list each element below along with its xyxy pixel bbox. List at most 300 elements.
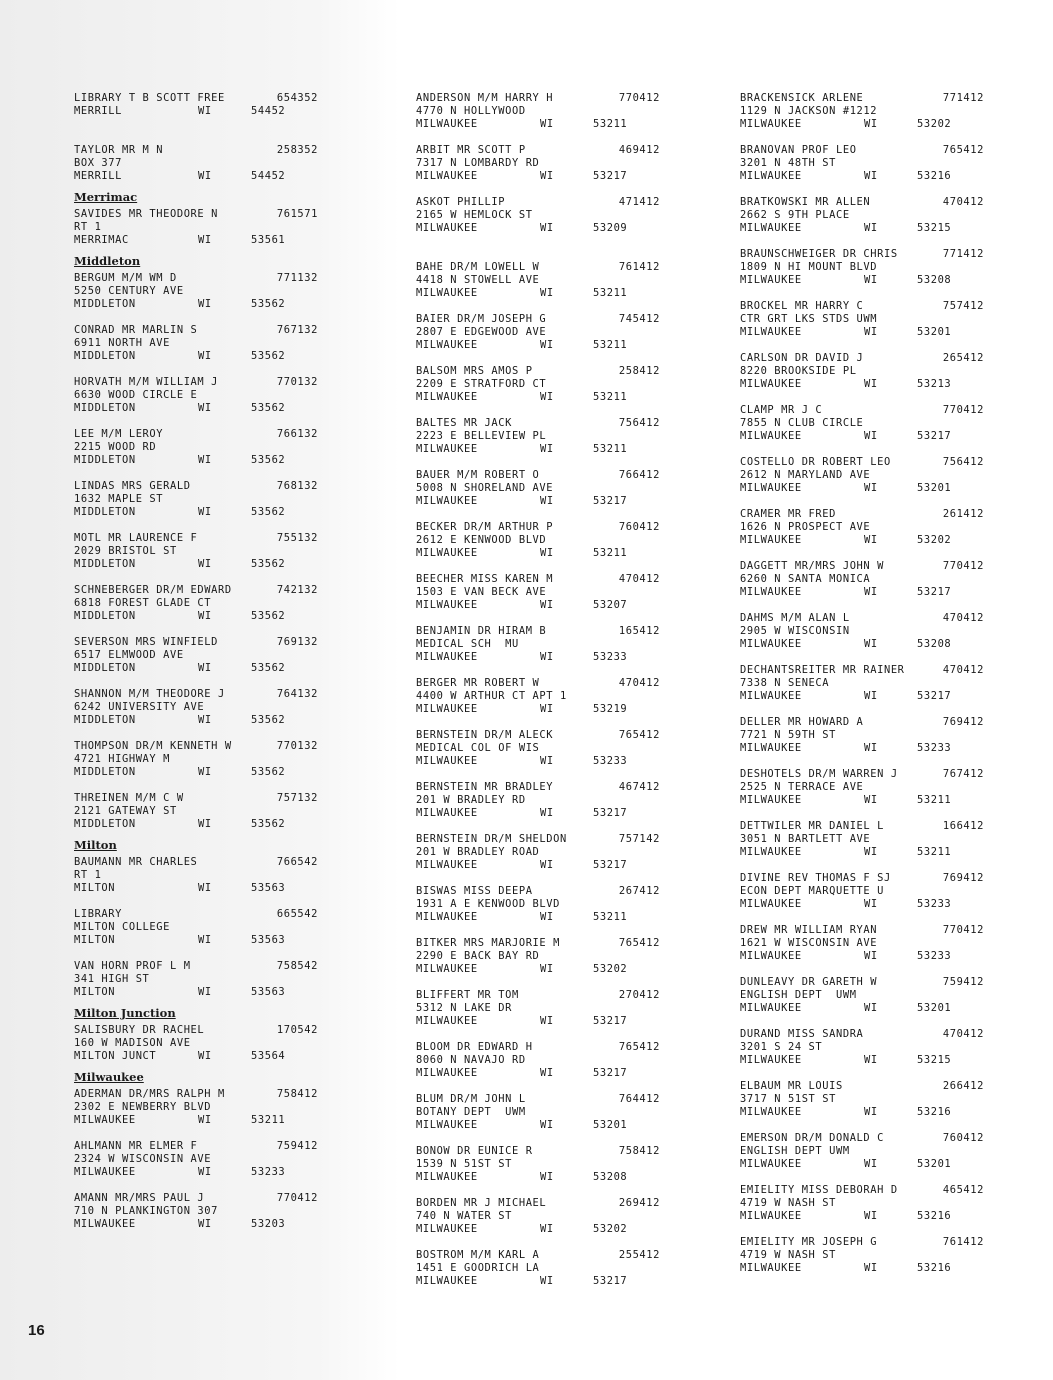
entry-city: MILWAUKEE [416, 118, 478, 130]
entry-code: 766542 [276, 856, 318, 868]
entry-address: 1129 N JACKSON #1212 [740, 105, 878, 117]
entry-state: WI [198, 506, 212, 518]
entry-address: 3201 S 24 ST [740, 1041, 823, 1053]
entry-code: 759412 [276, 1140, 318, 1152]
entry-state: WI [864, 430, 878, 442]
page-number: 16 [28, 1322, 45, 1339]
entry-state: WI [540, 547, 554, 559]
entry-name: ANDERSON M/M HARRY H [416, 92, 554, 104]
entry-state: WI [540, 118, 554, 130]
entry-code: 755132 [276, 532, 318, 544]
entry-code: 765412 [618, 729, 660, 741]
entry-name: DIVINE REV THOMAS F SJ [740, 872, 891, 884]
entry-address: 2215 WOOD RD [74, 441, 157, 453]
entry-code: 758542 [276, 960, 318, 972]
entry-zip: 53216 [917, 170, 952, 182]
entry-state: WI [864, 794, 878, 806]
entry-zip: 53211 [593, 911, 628, 923]
entry-state: WI [540, 1119, 554, 1131]
directory-entry [416, 729, 676, 768]
entry-code: 255412 [618, 1249, 660, 1261]
entry-name: COSTELLO DR ROBERT LEO [740, 456, 891, 468]
entry-code: 771412 [942, 248, 984, 260]
entry-city: MILWAUKEE [740, 482, 802, 494]
directory-entry [74, 208, 334, 247]
entry-city: MILWAUKEE [740, 586, 802, 598]
entry-city: MILWAUKEE [740, 1158, 802, 1170]
entry-zip: 53233 [917, 898, 952, 910]
directory-entry [740, 716, 1000, 755]
entry-address: 1539 N 51ST ST [416, 1158, 512, 1170]
entry-city: MIDDLETON [74, 454, 136, 466]
entry-code: 258352 [276, 144, 318, 156]
entry-state: WI [864, 1262, 878, 1274]
entry-state: WI [864, 274, 878, 286]
entry-name: BERGER MR ROBERT W [416, 677, 540, 689]
entry-zip: 53233 [917, 742, 952, 754]
entry-address: 1931 A E KENWOOD BLVD [416, 898, 560, 910]
entry-zip: 53562 [251, 454, 286, 466]
entry-name: BERGUM M/M WM D [74, 272, 177, 284]
directory-entry [74, 376, 334, 415]
entry-code: 470412 [618, 677, 660, 689]
directory-entry [740, 196, 1000, 235]
entry-name: BRAUNSCHWEIGER DR CHRIS [740, 248, 898, 260]
entry-address: 2165 W HEMLOCK ST [416, 209, 533, 221]
directory-entry [416, 1197, 676, 1236]
entry-city: MILTON [74, 934, 116, 946]
entry-address: 7317 N LOMBARDY RD [416, 157, 540, 169]
entry-zip: 53233 [917, 950, 952, 962]
entry-state: WI [540, 807, 554, 819]
directory-entry [74, 636, 334, 675]
entry-state: WI [198, 662, 212, 674]
entry-zip: 53217 [593, 807, 628, 819]
entry-zip: 53208 [917, 274, 952, 286]
entry-code: 765412 [618, 1041, 660, 1053]
entry-state: WI [540, 222, 554, 234]
directory-entry [416, 833, 676, 872]
entry-city: MILWAUKEE [74, 1166, 136, 1178]
entry-code: 269412 [618, 1197, 660, 1209]
entry-name: BAIER DR/M JOSEPH G [416, 313, 547, 325]
entry-zip: 53217 [593, 170, 628, 182]
entry-zip: 53564 [251, 1050, 286, 1062]
entry-zip: 53201 [917, 482, 952, 494]
entry-code: 756412 [942, 456, 984, 468]
entry-code: 470412 [942, 196, 984, 208]
entry-code: 771132 [276, 272, 318, 284]
entry-address: 4719 W NASH ST [740, 1197, 836, 1209]
entry-state: WI [540, 287, 554, 299]
entry-state: WI [864, 118, 878, 130]
entry-state: WI [198, 934, 212, 946]
city-heading: Middleton [74, 254, 141, 268]
directory-entry [416, 261, 676, 300]
directory-entry [416, 625, 676, 664]
entry-city: MILWAUKEE [740, 170, 802, 182]
directory-entry [740, 664, 1000, 703]
entry-address: 1626 N PROSPECT AVE [740, 521, 871, 533]
entry-address: 5312 N LAKE DR [416, 1002, 512, 1014]
directory-entry [740, 976, 1000, 1015]
entry-address: MEDICAL SCH MU [416, 638, 519, 650]
entry-zip: 53211 [917, 794, 952, 806]
entry-zip: 53201 [593, 1119, 628, 1131]
entry-city: MILWAUKEE [740, 534, 802, 546]
entry-name: LEE M/M LEROY [74, 428, 164, 440]
entry-zip: 53202 [917, 534, 952, 546]
entry-address: 341 HIGH ST [74, 973, 150, 985]
entry-code: 765412 [618, 937, 660, 949]
entry-address: 2612 E KENWOOD BLVD [416, 534, 547, 546]
entry-name: BEECHER MISS KAREN M [416, 573, 554, 585]
entry-state: WI [198, 1166, 212, 1178]
entry-city: MILWAUKEE [740, 378, 802, 390]
entry-city: MILWAUKEE [740, 690, 802, 702]
entry-address: 6911 NORTH AVE [74, 337, 170, 349]
entry-city: MILWAUKEE [740, 794, 802, 806]
entry-city: MILWAUKEE [416, 1171, 478, 1183]
entry-city: MILWAUKEE [740, 1210, 802, 1222]
entry-code: 765412 [942, 144, 984, 156]
entry-code: 470412 [942, 664, 984, 676]
entry-state: WI [540, 1067, 554, 1079]
entry-zip: 53217 [593, 1015, 628, 1027]
entry-address: 1451 E GOODRICH LA [416, 1262, 540, 1274]
directory-entry [74, 92, 334, 131]
directory-entry [74, 584, 334, 623]
directory-entry [74, 532, 334, 571]
directory-entry [416, 521, 676, 560]
entry-name: DURAND MISS SANDRA [740, 1028, 864, 1040]
entry-state: WI [540, 1171, 554, 1183]
entry-city: MERRILL [74, 105, 122, 117]
entry-zip: 53208 [593, 1171, 628, 1183]
entry-state: WI [198, 714, 212, 726]
entry-city: MIDDLETON [74, 558, 136, 570]
entry-code: 759412 [942, 976, 984, 988]
entry-city: MIDDLETON [74, 818, 136, 830]
entry-name: BOSTROM M/M KARL A [416, 1249, 540, 1261]
entry-name: TAYLOR MR M N [74, 144, 164, 156]
entry-address: 2324 W WISCONSIN AVE [74, 1153, 212, 1165]
entry-city: MILWAUKEE [740, 638, 802, 650]
entry-name: BONOW DR EUNICE R [416, 1145, 533, 1157]
entry-name: ARBIT MR SCOTT P [416, 144, 526, 156]
entry-zip: 53216 [917, 1210, 952, 1222]
directory-entry [740, 924, 1000, 963]
entry-address: 4721 HIGHWAY M [74, 753, 170, 765]
directory-entry [740, 820, 1000, 859]
entry-zip: 53216 [917, 1106, 952, 1118]
entry-state: WI [198, 105, 212, 117]
entry-city: MILWAUKEE [740, 430, 802, 442]
entry-name: AHLMANN MR ELMER F [74, 1140, 198, 1152]
entry-address: 8220 BROOKSIDE PL [740, 365, 857, 377]
entry-city: MILWAUKEE [74, 1114, 136, 1126]
entry-state: WI [864, 170, 878, 182]
entry-address: 7855 N CLUB CIRCLE [740, 417, 864, 429]
entry-zip: 53563 [251, 934, 286, 946]
entry-zip: 53561 [251, 234, 286, 246]
entry-address: 2905 W WISCONSIN [740, 625, 850, 637]
entry-name: BRACKENSICK ARLENE [740, 92, 864, 104]
entry-code: 770412 [942, 924, 984, 936]
city-heading: Milwaukee [74, 1070, 144, 1084]
entry-state: WI [540, 651, 554, 663]
entry-state: WI [198, 350, 212, 362]
directory-entry [74, 740, 334, 779]
entry-zip: 53217 [593, 1067, 628, 1079]
entry-zip: 53216 [917, 1262, 952, 1274]
entry-zip: 53219 [593, 703, 628, 715]
entry-name: BERNSTEIN DR/M SHELDON [416, 833, 567, 845]
entry-name: CLAMP MR J C [740, 404, 823, 416]
entry-name: EMIELITY MISS DEBORAH D [740, 1184, 898, 1196]
entry-state: WI [198, 454, 212, 466]
entry-code: 770412 [942, 560, 984, 572]
entry-state: WI [198, 1114, 212, 1126]
entry-name: THREINEN M/M C W [74, 792, 184, 804]
entry-code: 757142 [618, 833, 660, 845]
entry-state: WI [198, 1218, 212, 1230]
entry-city: MIDDLETON [74, 402, 136, 414]
directory-entry [416, 989, 676, 1028]
entry-address: 5008 N SHORELAND AVE [416, 482, 554, 494]
entry-name: BENJAMIN DR HIRAM B [416, 625, 547, 637]
entry-name: BAUER M/M ROBERT O [416, 469, 540, 481]
entry-zip: 53217 [593, 1275, 628, 1287]
entry-code: 165412 [618, 625, 660, 637]
entry-address: 2209 E STRATFORD CT [416, 378, 547, 390]
directory-entry [416, 469, 676, 508]
entry-name: BALTES MR JACK [416, 417, 512, 429]
entry-zip: 53211 [917, 846, 952, 858]
entry-name: ASKOT PHILLIP [416, 196, 506, 208]
entry-name: BECKER DR/M ARTHUR P [416, 521, 554, 533]
directory-entry [416, 937, 676, 976]
entry-address: 2302 E NEWBERRY BLVD [74, 1101, 212, 1113]
directory-entry [74, 1024, 334, 1063]
entry-state: WI [540, 1223, 554, 1235]
entry-city: MILTON [74, 986, 116, 998]
entry-name: AMANN MR/MRS PAUL J [74, 1192, 205, 1204]
entry-city: MILWAUKEE [416, 1275, 478, 1287]
entry-code: 471412 [618, 196, 660, 208]
entry-name: DAGGETT MR/MRS JOHN W [740, 560, 884, 572]
entry-code: 469412 [618, 144, 660, 156]
directory-entry [740, 92, 1000, 131]
entry-state: WI [540, 599, 554, 611]
entry-address: 740 N WATER ST [416, 1210, 512, 1222]
entry-address: 2029 BRISTOL ST [74, 545, 177, 557]
entry-city: MIDDLETON [74, 662, 136, 674]
entry-name: DESHOTELS DR/M WARREN J [740, 768, 898, 780]
entry-state: WI [864, 586, 878, 598]
entry-code: 757412 [942, 300, 984, 312]
entry-state: WI [864, 950, 878, 962]
entry-city: MILWAUKEE [416, 651, 478, 663]
entry-state: WI [864, 222, 878, 234]
entry-zip: 53562 [251, 714, 286, 726]
entry-state: WI [864, 482, 878, 494]
entry-address: 1809 N HI MOUNT BLVD [740, 261, 878, 273]
entry-address: ECON DEPT MARQUETTE U [740, 885, 884, 897]
entry-code: 770412 [942, 404, 984, 416]
entry-name: BLIFFERT MR TOM [416, 989, 519, 1001]
entry-city: MIDDLETON [74, 298, 136, 310]
entry-zip: 53233 [593, 651, 628, 663]
entry-zip: 53211 [593, 339, 628, 351]
entry-state: WI [198, 818, 212, 830]
directory-entry [740, 352, 1000, 391]
entry-state: WI [864, 1210, 878, 1222]
entry-city: MILWAUKEE [416, 1015, 478, 1027]
entry-code: 761571 [276, 208, 318, 220]
entry-city: MILWAUKEE [416, 443, 478, 455]
entry-zip: 54452 [251, 105, 286, 117]
entry-city: MILWAUKEE [74, 1218, 136, 1230]
entry-name: VAN HORN PROF L M [74, 960, 191, 972]
entry-city: MILWAUKEE [740, 274, 802, 286]
entry-zip: 53562 [251, 402, 286, 414]
entry-city: MILWAUKEE [416, 391, 478, 403]
directory-entry [740, 1028, 1000, 1067]
entry-address: 201 W BRADLEY RD [416, 794, 526, 806]
entry-address: ENGLISH DEPT UWM [740, 1145, 850, 1157]
entry-city: MIDDLETON [74, 350, 136, 362]
entry-code: 770132 [276, 376, 318, 388]
entry-name: SHANNON M/M THEODORE J [74, 688, 225, 700]
entry-code: 270412 [618, 989, 660, 1001]
entry-city: MILWAUKEE [740, 898, 802, 910]
entry-code: 654352 [276, 92, 318, 104]
entry-address: CTR GRT LKS STDS UWM [740, 313, 878, 325]
directory-entry [740, 872, 1000, 911]
entry-address: 160 W MADISON AVE [74, 1037, 191, 1049]
directory-entry [740, 768, 1000, 807]
directory-entry [74, 324, 334, 363]
directory-entry [416, 1093, 676, 1132]
entry-city: MILWAUKEE [740, 326, 802, 338]
entry-zip: 53201 [917, 1002, 952, 1014]
entry-name: DELLER MR HOWARD A [740, 716, 864, 728]
entry-city: MERRIMAC [74, 234, 129, 246]
entry-city: MILWAUKEE [416, 599, 478, 611]
directory-entry [740, 1184, 1000, 1223]
entry-zip: 53217 [917, 430, 952, 442]
entry-code: 770412 [276, 1192, 318, 1204]
entry-state: WI [864, 1158, 878, 1170]
directory-entry [416, 417, 676, 456]
entry-zip: 53211 [593, 287, 628, 299]
entry-code: 756412 [618, 417, 660, 429]
entry-name: DETTWILER MR DANIEL L [740, 820, 884, 832]
directory-entry [740, 1236, 1000, 1275]
entry-zip: 53215 [917, 1054, 952, 1066]
entry-state: WI [540, 911, 554, 923]
entry-zip: 53211 [593, 118, 628, 130]
entry-zip: 53202 [593, 963, 628, 975]
entry-state: WI [864, 638, 878, 650]
entry-city: MILWAUKEE [416, 807, 478, 819]
entry-name: BAUMANN MR CHARLES [74, 856, 198, 868]
entry-state: WI [864, 1002, 878, 1014]
entry-city: MIDDLETON [74, 506, 136, 518]
entry-zip: 53211 [593, 547, 628, 559]
entry-city: MIDDLETON [74, 610, 136, 622]
entry-city: MILWAUKEE [740, 1106, 802, 1118]
entry-city: MIDDLETON [74, 766, 136, 778]
city-heading: Merrimac [74, 190, 138, 204]
entry-address: BOX 377 [74, 157, 122, 169]
entry-city: MILTON JUNCT [74, 1050, 157, 1062]
entry-address: RT 1 [74, 869, 102, 881]
entry-state: WI [864, 1106, 878, 1118]
entry-name: SAVIDES MR THEODORE N [74, 208, 218, 220]
entry-address: 6818 FOREST GLADE CT [74, 597, 212, 609]
entry-city: MILWAUKEE [416, 1119, 478, 1131]
entry-address: 8060 N NAVAJO RD [416, 1054, 526, 1066]
entry-code: 760412 [942, 1132, 984, 1144]
entry-name: DUNLEAVY DR GARETH W [740, 976, 878, 988]
directory-entry [74, 908, 334, 947]
entry-name: LINDAS MRS GERALD [74, 480, 191, 492]
entry-zip: 53211 [251, 1114, 286, 1126]
entry-name: BITKER MRS MARJORIE M [416, 937, 560, 949]
entry-code: 764412 [618, 1093, 660, 1105]
entry-zip: 54452 [251, 170, 286, 182]
entry-name: LIBRARY [74, 908, 122, 920]
entry-address: 2121 GATEWAY ST [74, 805, 177, 817]
entry-state: WI [540, 859, 554, 871]
entry-name: THOMPSON DR/M KENNETH W [74, 740, 232, 752]
entry-address: 7721 N 59TH ST [740, 729, 836, 741]
entry-address: 1621 W WISCONSIN AVE [740, 937, 878, 949]
entry-name: ELBAUM MR LOUIS [740, 1080, 843, 1092]
entry-address: 3051 N BARTLETT AVE [740, 833, 871, 845]
entry-address: BOTANY DEPT UWM [416, 1106, 526, 1118]
entry-city: MILWAUKEE [740, 742, 802, 754]
entry-zip: 53217 [917, 690, 952, 702]
entry-code: 467412 [618, 781, 660, 793]
entry-address: 4719 W NASH ST [740, 1249, 836, 1261]
entry-name: MOTL MR LAURENCE F [74, 532, 198, 544]
entry-state: WI [540, 755, 554, 767]
entry-state: WI [864, 534, 878, 546]
entry-city: MILTON [74, 882, 116, 894]
entry-address: 2807 E EDGEWOOD AVE [416, 326, 547, 338]
entry-name: BLUM DR/M JOHN L [416, 1093, 526, 1105]
entry-zip: 53202 [917, 118, 952, 130]
entry-code: 470412 [942, 612, 984, 624]
entry-state: WI [540, 170, 554, 182]
directory-entry [74, 144, 334, 183]
entry-name: BERNSTEIN MR BRADLEY [416, 781, 554, 793]
entry-city: MIDDLETON [74, 714, 136, 726]
directory-entry [416, 92, 676, 131]
entry-city: MILWAUKEE [416, 911, 478, 923]
entry-address: MILTON COLLEGE [74, 921, 170, 933]
entry-code: 767132 [276, 324, 318, 336]
entry-zip: 53217 [917, 586, 952, 598]
directory-entry [416, 313, 676, 352]
entry-address: 4418 N STOWELL AVE [416, 274, 540, 286]
directory-entry [740, 612, 1000, 651]
entry-zip: 53562 [251, 506, 286, 518]
entry-address: ENGLISH DEPT UWM [740, 989, 857, 1001]
